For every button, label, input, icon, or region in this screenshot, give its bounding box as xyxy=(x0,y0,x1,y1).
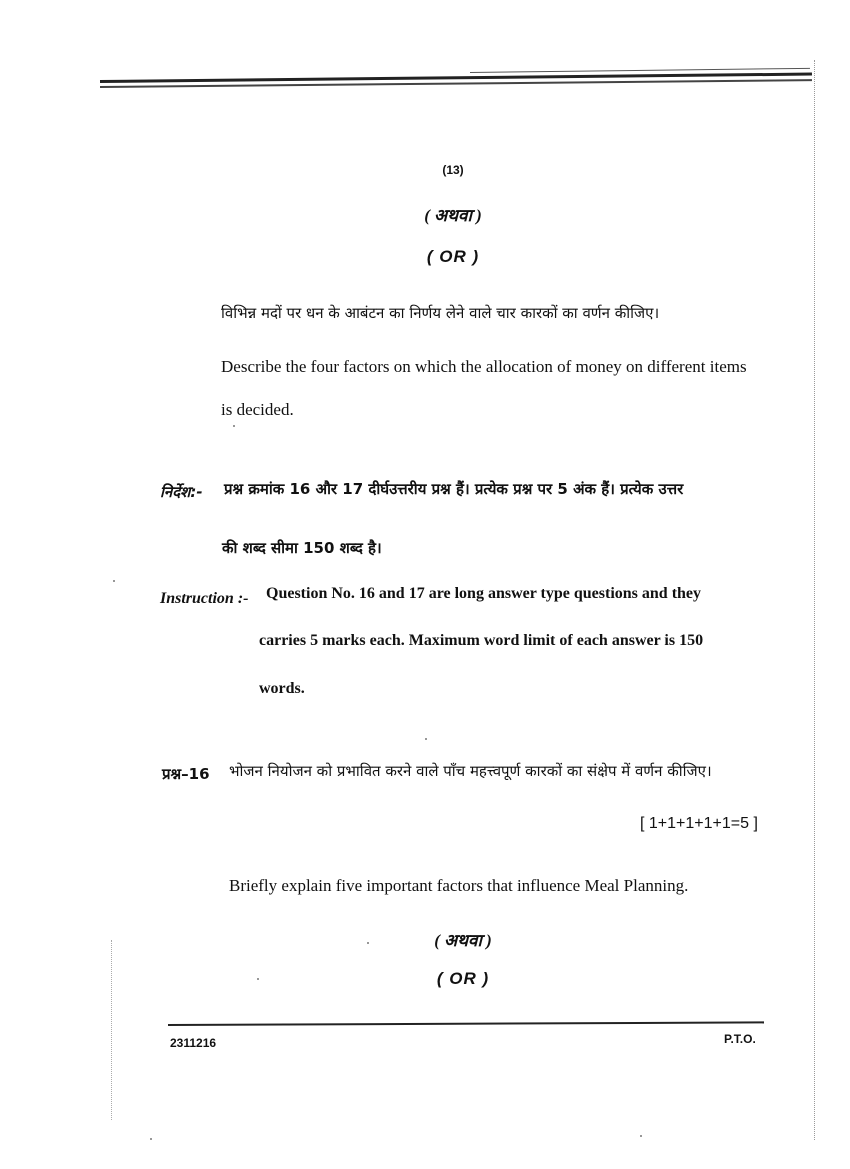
scan-speck xyxy=(233,425,235,427)
footer-paper-code: 2311216 xyxy=(170,1036,217,1050)
question-16-english: Briefly explain five important factors that influence Meal Planning. xyxy=(229,876,689,895)
or-english-2: ( OR ) xyxy=(436,969,490,988)
instruction-hindi-label: निर्देश:- xyxy=(160,483,203,501)
page-number: (13) xyxy=(442,163,464,177)
instruction-hindi-line2: की शब्द सीमा 150 शब्द है। xyxy=(222,539,382,557)
scan-edge-left xyxy=(111,940,112,1120)
instruction-english-line3: words. xyxy=(259,680,305,697)
question-16-label: प्रश्न–16 xyxy=(162,765,210,783)
scan-speck xyxy=(113,580,115,582)
footer-pto: P.T.O. xyxy=(724,1032,756,1046)
scan-speck xyxy=(640,1135,642,1137)
question-16-marks: [ 1+1+1+1+1=5 ] xyxy=(640,815,758,832)
instruction-hindi-line1: प्रश्न क्रमांक 16 और 17 दीर्घउत्तरीय प्रश्न हैं। प्रत्येक प्रश्न पर 5 अंक हैं। प्रत्येक उत्तर xyxy=(224,480,684,498)
question-16-hindi: भोजन नियोजन को प्रभावित करने वाले पाँच महत्त्वपूर्ण कारकों का संक्षेप में वर्णन कीजिए। xyxy=(229,762,712,780)
instruction-english-line1: Question No. 16 and 17 are long answer type questions and they xyxy=(266,585,702,602)
scan-speck xyxy=(257,978,259,980)
scan-speck xyxy=(425,738,427,740)
instruction-english-line2: carries 5 marks each. Maximum word limit of each answer is 150 xyxy=(259,632,704,649)
or-hindi-1: ( अथवा ) xyxy=(424,206,482,225)
question-hindi-allocation: विभिन्न मदों पर धन के आबंटन का निर्णय लेने वाले चार कारकों का वर्णन कीजिए। xyxy=(221,304,660,322)
or-english-1: ( OR ) xyxy=(426,247,480,266)
scan-speck xyxy=(150,1138,152,1140)
footer-rule xyxy=(168,1021,764,1026)
question-english-allocation-line1: Describe the four factors on which the allocation of money on different items xyxy=(221,357,747,376)
question-english-allocation-line2: is decided. xyxy=(221,400,294,419)
scan-speck xyxy=(367,942,369,944)
instruction-english-label: Instruction :- xyxy=(160,590,249,607)
or-hindi-2: ( अथवा ) xyxy=(434,931,492,950)
